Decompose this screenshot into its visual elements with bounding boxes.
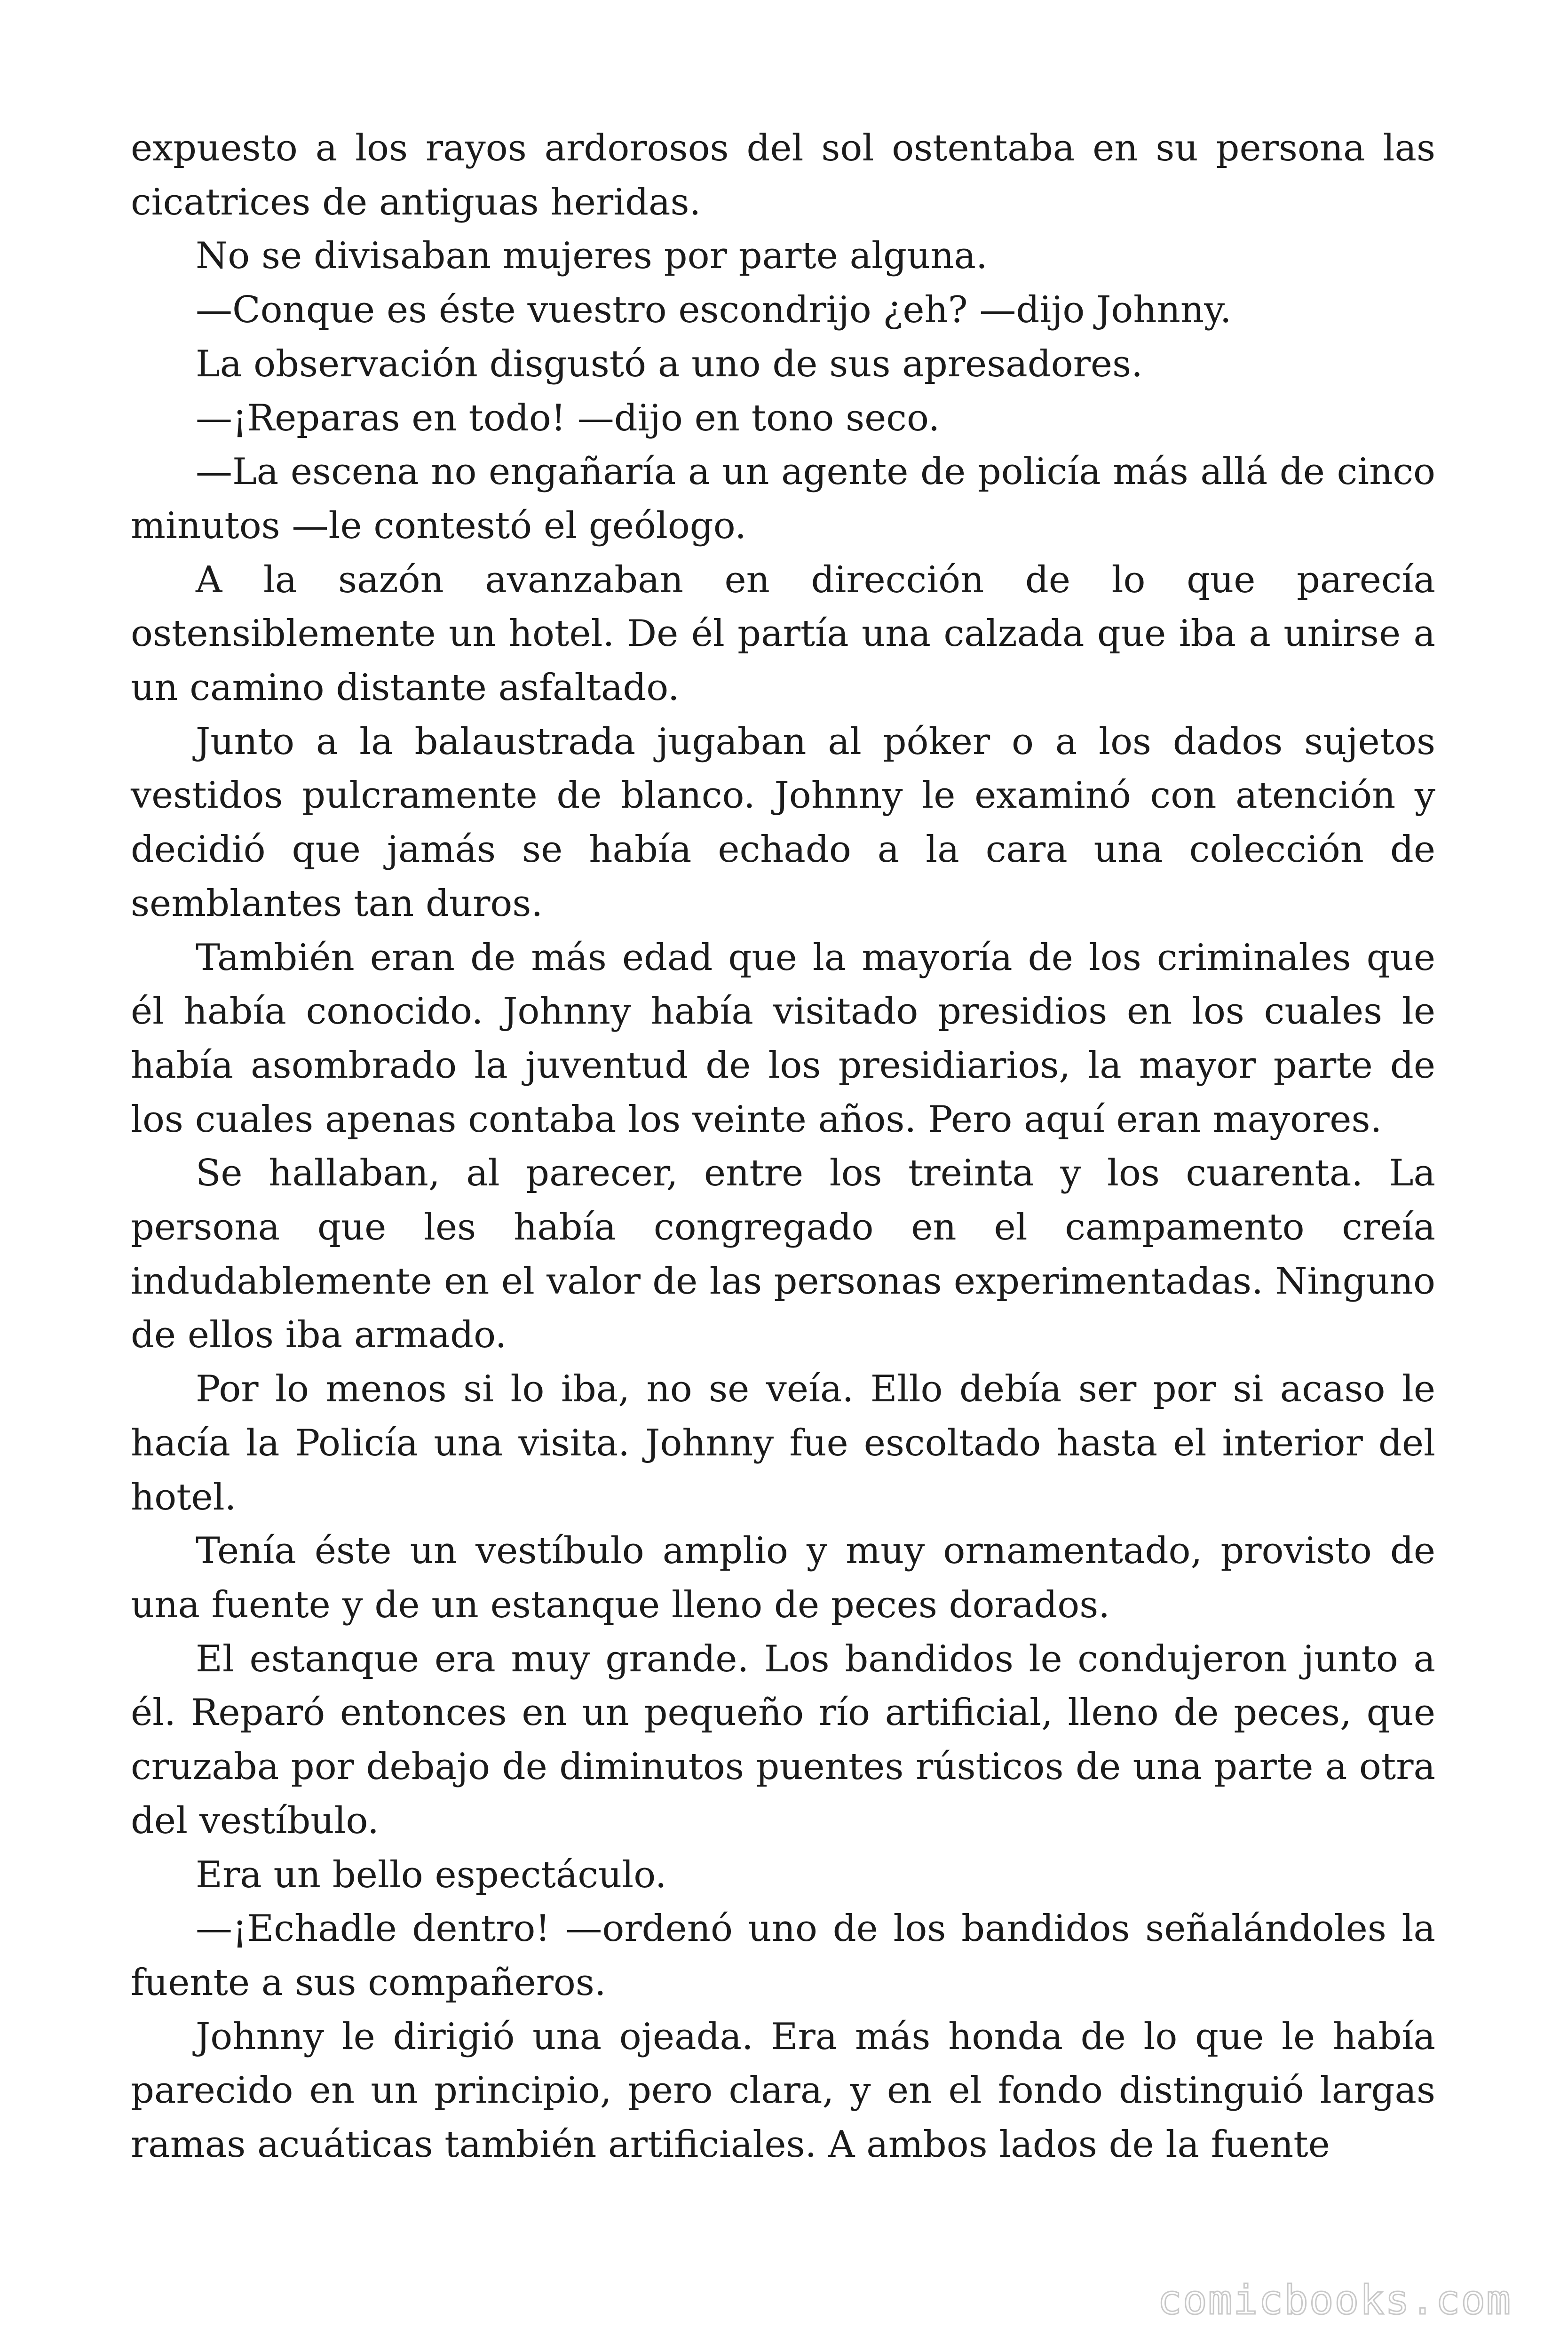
- paragraph: Por lo menos si lo iba, no se veía. Ello debía ser por si acaso le hacía la Policía una visita. Johnny fue escoltado hasta el interior del hotel.: [131, 1368, 1435, 1518]
- paragraph: —¡Echadle dentro! —ordenó uno de los bandidos señalándoles la fuente a sus compañeros.: [131, 1907, 1435, 2004]
- paragraph: No se divisaban mujeres por parte alguna.: [196, 235, 988, 278]
- paragraph: —La escena no engañaría a un agente de policía más allá de cinco minutos —le contestó el geólogo.: [131, 451, 1435, 547]
- paragraph-cut-off: Johnny le dirigió una ojeada. Era más honda de lo que le había parecido en un principio, pero clara, y en el fondo distinguió largas ramas acuáticas también artificiales. A ambos lados de la fuente: [131, 2015, 1435, 2166]
- paragraph: —Conque es éste vuestro escondrijo ¿eh? —dijo Johnny.: [196, 289, 1232, 332]
- paragraph: La observación disgustó a uno de sus apresadores.: [196, 342, 1143, 385]
- paragraph: También eran de más edad que la mayoría de los criminales que él había conocido. Johnny había visitado presidios en los cuales le había asombrado la juventud de los presidiarios, la mayor parte de los cuales apenas contaba los veinte años. Pero aquí eran mayores.: [131, 936, 1435, 1141]
- paragraph: Tenía éste un vestíbulo amplio y muy ornamentado, provisto de una fuente y de un estanque lleno de peces dorados.: [131, 1530, 1435, 1626]
- body-text: [131, 121, 1435, 2172]
- paragraph: —¡Reparas en todo! —dijo en tono seco.: [196, 397, 940, 439]
- paragraph: Era un bello espectáculo.: [196, 1853, 667, 1896]
- paragraph-continued: expuesto a los rayos ardorosos del sol ostentaba en su persona las cicatrices de antiguas heridas.: [131, 127, 1435, 223]
- paragraph: Junto a la balaustrada jugaban al póker o a los dados sujetos vestidos pulcramente de blanco. Johnny le examinó con atención y decidió que jamás se había echado a la cara una colección de semblantes tan duros.: [131, 720, 1435, 925]
- site-watermark: comicbooks.com: [1157, 2277, 1512, 2324]
- paragraph: Se hallaban, al parecer, entre los treinta y los cuarenta. La persona que les había congregado en el campamento creía indudablemente en el valor de las personas experimentadas. Ninguno de ellos iba armado.: [131, 1152, 1435, 1357]
- paragraph: El estanque era muy grande. Los bandidos le condujeron junto a él. Reparó entonces en un pequeño río artificial, lleno de peces, que cruzaba por debajo de diminutos puentes rústicos de una parte a otra del vestíbulo.: [131, 1637, 1435, 1842]
- paragraph: A la sazón avanzaban en dirección de lo que parecía ostensiblemente un hotel. De él partía una calzada que iba a unirse a un camino distante asfaltado.: [131, 558, 1435, 709]
